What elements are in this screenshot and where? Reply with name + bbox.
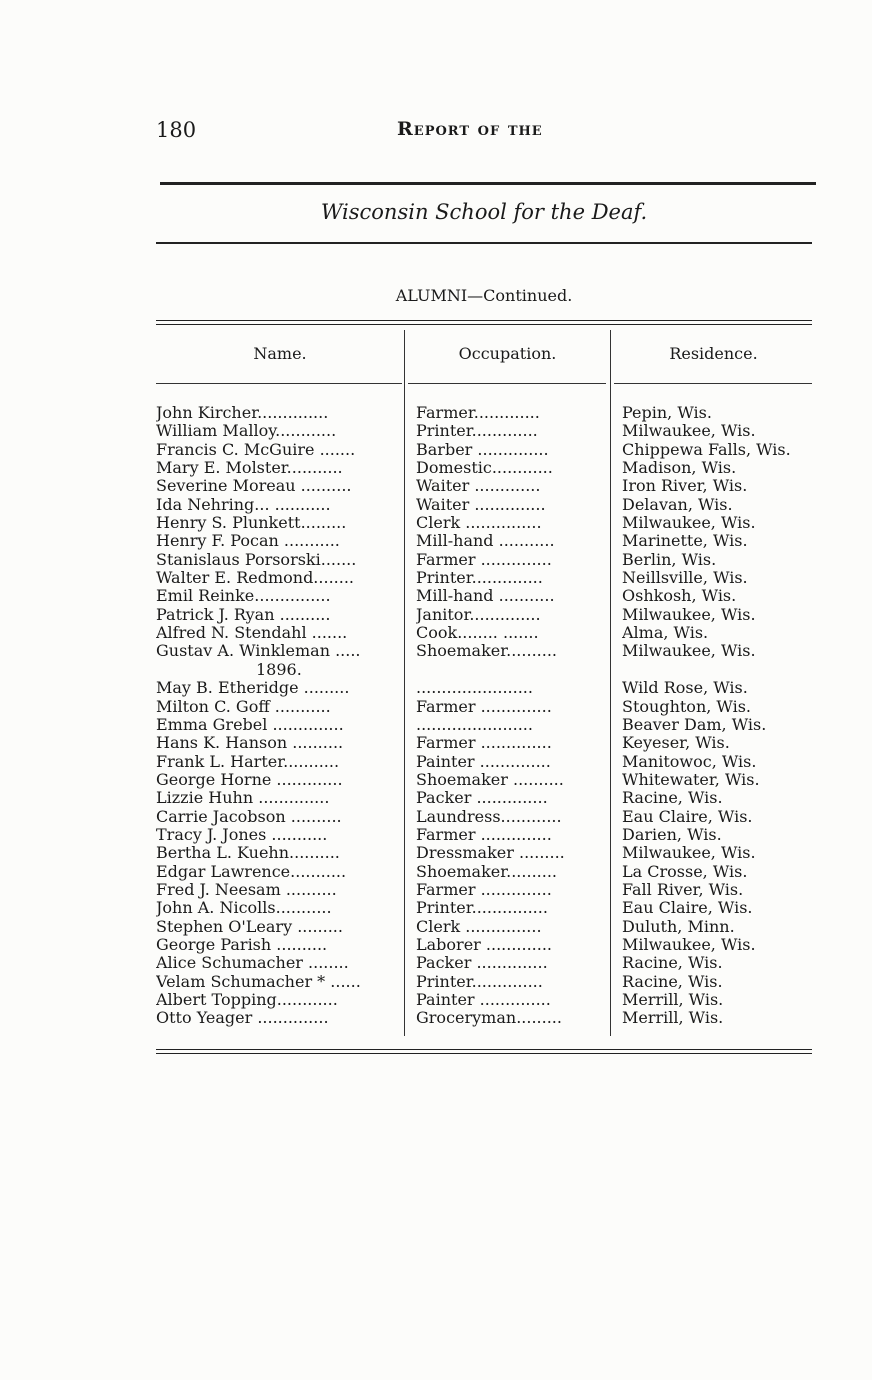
table-row bbox=[156, 899, 816, 917]
alumni-residence: Merrill, Wis. bbox=[622, 1009, 724, 1028]
alumni-occupation: Waiter ............. bbox=[416, 477, 541, 496]
alumni-name: Gustav A. Winkleman ..... bbox=[156, 642, 361, 661]
alumni-occupation: Laundress............ bbox=[416, 807, 562, 826]
alumni-name: May B. Etheridge ......... bbox=[156, 679, 350, 698]
alumni-occupation: Farmer .............. bbox=[416, 825, 552, 844]
table-row bbox=[156, 753, 816, 771]
table-row bbox=[156, 936, 816, 954]
alumni-occupation: ....................... bbox=[416, 679, 533, 698]
alumni-occupation: Domestic............ bbox=[416, 459, 553, 478]
column-header-occupation: Occupation. bbox=[458, 344, 557, 363]
alumni-residence: Milwaukee, Wis. bbox=[622, 642, 756, 661]
alumni-name: Fred J. Neesam .......... bbox=[156, 880, 337, 899]
table-row bbox=[156, 404, 816, 422]
alumni-occupation: Printer............... bbox=[416, 899, 548, 918]
alumni-occupation: Farmer .............. bbox=[416, 880, 552, 899]
alumni-occupation: Mill-hand ........... bbox=[416, 587, 555, 606]
alumni-name: Severine Moreau .......... bbox=[156, 477, 352, 496]
alumni-residence: Milwaukee, Wis. bbox=[622, 844, 756, 863]
alumni-residence: Berlin, Wis. bbox=[622, 550, 717, 569]
alumni-occupation: Mill-hand ........... bbox=[416, 532, 555, 551]
alumni-name: John A. Nicolls........... bbox=[156, 899, 332, 918]
alumni-name: Edgar Lawrence........... bbox=[156, 862, 347, 881]
alumni-occupation: Farmer .............. bbox=[416, 697, 552, 716]
table-row bbox=[156, 881, 816, 899]
alumni-residence: Racine, Wis. bbox=[622, 789, 723, 808]
alumni-occupation: Painter .............. bbox=[416, 752, 551, 771]
alumni-residence: Milwaukee, Wis. bbox=[622, 605, 756, 624]
table-row bbox=[156, 808, 816, 826]
table-row bbox=[156, 661, 816, 679]
alumni-occupation: Shoemaker.......... bbox=[416, 642, 557, 661]
alumni-occupation: Dressmaker ......... bbox=[416, 844, 565, 863]
alumni-residence: Fall River, Wis. bbox=[622, 880, 744, 899]
alumni-occupation: Farmer .............. bbox=[416, 550, 552, 569]
alumni-name: Velam Schumacher * ...... bbox=[156, 972, 361, 991]
alumni-residence: Wild Rose, Wis. bbox=[622, 679, 748, 698]
table-row bbox=[156, 716, 816, 734]
alumni-occupation: Cook........ ....... bbox=[416, 624, 539, 643]
alumni-occupation: Painter .............. bbox=[416, 991, 551, 1009]
table-row bbox=[156, 826, 816, 844]
alumni-name: Emma Grebel .............. bbox=[156, 715, 344, 734]
table-bottom-rule bbox=[156, 1049, 812, 1054]
table-row bbox=[156, 551, 816, 569]
alumni-name: Henry F. Pocan ........... bbox=[156, 532, 340, 551]
alumni-occupation: Farmer .............. bbox=[416, 734, 552, 753]
alumni-residence: Merrill, Wis. bbox=[622, 991, 724, 1009]
alumni-residence: Darien, Wis. bbox=[622, 825, 722, 844]
table-row bbox=[156, 459, 816, 477]
alumni-residence: Eau Claire, Wis. bbox=[622, 807, 753, 826]
alumni-name: Hans K. Hanson .......... bbox=[156, 734, 344, 753]
alumni-residence: Alma, Wis. bbox=[622, 624, 709, 643]
table-row bbox=[156, 587, 816, 605]
table-row bbox=[156, 496, 816, 514]
table-row bbox=[156, 863, 816, 881]
table-row bbox=[156, 844, 816, 862]
alumni-residence: La Crosse, Wis. bbox=[622, 862, 748, 881]
year-heading: 1896. bbox=[256, 660, 302, 679]
running-head: Report of the bbox=[397, 118, 543, 140]
alumni-name: Lizzie Huhn .............. bbox=[156, 789, 330, 808]
alumni-name: Patrick J. Ryan .......... bbox=[156, 605, 331, 624]
table-row bbox=[156, 973, 816, 991]
alumni-residence: Racine, Wis. bbox=[622, 972, 723, 991]
alumni-occupation: Shoemaker .......... bbox=[416, 770, 564, 789]
header-rule bbox=[156, 383, 402, 384]
alumni-residence: Milwaukee, Wis. bbox=[622, 514, 756, 533]
table-row bbox=[156, 514, 816, 532]
table-row bbox=[156, 734, 816, 752]
table-row bbox=[156, 441, 816, 459]
table-row bbox=[156, 624, 816, 642]
alumni-name: Mary E. Molster........... bbox=[156, 459, 343, 478]
alumni-table bbox=[156, 404, 816, 1028]
alumni-name: Tracy J. Jones ........... bbox=[156, 825, 328, 844]
alumni-occupation: Janitor.............. bbox=[416, 605, 541, 624]
alumni-name: Ida Nehring... ........... bbox=[156, 495, 331, 514]
table-row bbox=[156, 1009, 816, 1027]
alumni-name: George Horne ............. bbox=[156, 770, 343, 789]
alumni-residence: Marinette, Wis. bbox=[622, 532, 748, 551]
table-row bbox=[156, 918, 816, 936]
alumni-name: Emil Reinke............... bbox=[156, 587, 331, 606]
alumni-occupation: Printer............. bbox=[416, 422, 538, 441]
alumni-name: Milton C. Goff ........... bbox=[156, 697, 331, 716]
alumni-occupation: Farmer............. bbox=[416, 404, 540, 422]
alumni-residence: Eau Claire, Wis. bbox=[622, 899, 753, 918]
alumni-occupation: Groceryman......... bbox=[416, 1009, 562, 1028]
table-row bbox=[156, 789, 816, 807]
alumni-residence: Duluth, Minn. bbox=[622, 917, 735, 936]
alumni-name: George Parish .......... bbox=[156, 935, 328, 954]
table-row bbox=[156, 771, 816, 789]
alumni-name: William Malloy............ bbox=[156, 422, 337, 441]
alumni-occupation: Clerk ............... bbox=[416, 514, 542, 533]
column-header-residence: Residence. bbox=[669, 344, 758, 363]
alumni-occupation: Packer .............. bbox=[416, 789, 548, 808]
header-rule bbox=[408, 383, 606, 384]
alumni-name: Francis C. McGuire ....... bbox=[156, 440, 356, 459]
alumni-name: Stephen O'Leary ......... bbox=[156, 917, 343, 936]
alumni-name: Otto Yeager .............. bbox=[156, 1009, 329, 1028]
alumni-occupation: Shoemaker.......... bbox=[416, 862, 557, 881]
table-row bbox=[156, 679, 816, 697]
alumni-name: Alfred N. Stendahl ....... bbox=[156, 624, 348, 643]
table-row bbox=[156, 642, 816, 660]
page-number: 180 bbox=[156, 118, 197, 142]
alumni-residence: Pepin, Wis. bbox=[622, 404, 712, 422]
alumni-name: Stanislaus Porsorski....... bbox=[156, 550, 357, 569]
alumni-name: Alice Schumacher ........ bbox=[156, 954, 349, 973]
alumni-residence: Manitowoc, Wis. bbox=[622, 752, 757, 771]
alumni-residence: Oshkosh, Wis. bbox=[622, 587, 737, 606]
alumni-residence: Stoughton, Wis. bbox=[622, 697, 751, 716]
table-row bbox=[156, 569, 816, 587]
alumni-residence: Whitewater, Wis. bbox=[622, 770, 760, 789]
header-rule bbox=[614, 383, 812, 384]
section-title: ALUMNI—Continued. bbox=[395, 286, 573, 305]
alumni-occupation: Printer.............. bbox=[416, 972, 543, 991]
table-row bbox=[156, 422, 816, 440]
column-header-name: Name. bbox=[253, 344, 307, 363]
alumni-name: Henry S. Plunkett......... bbox=[156, 514, 347, 533]
table-row bbox=[156, 606, 816, 624]
table-row bbox=[156, 532, 816, 550]
top-rule bbox=[160, 182, 816, 185]
alumni-residence: Iron River, Wis. bbox=[622, 477, 748, 496]
alumni-residence: Delavan, Wis. bbox=[622, 495, 733, 514]
alumni-residence: Neillsville, Wis. bbox=[622, 569, 748, 588]
alumni-occupation: ....................... bbox=[416, 715, 533, 734]
alumni-name: Albert Topping............ bbox=[156, 991, 338, 1009]
alumni-residence: Milwaukee, Wis. bbox=[622, 422, 756, 441]
alumni-name: Walter E. Redmond........ bbox=[156, 569, 354, 588]
alumni-occupation: Clerk ............... bbox=[416, 917, 542, 936]
alumni-name: Carrie Jacobson .......... bbox=[156, 807, 342, 826]
table-row bbox=[156, 477, 816, 495]
alumni-residence: Chippewa Falls, Wis. bbox=[622, 440, 791, 459]
alumni-occupation: Printer.............. bbox=[416, 569, 543, 588]
alumni-residence: Madison, Wis. bbox=[622, 459, 737, 478]
table-top-rule bbox=[156, 320, 812, 325]
table-row bbox=[156, 991, 816, 1009]
alumni-residence: Keyeser, Wis. bbox=[622, 734, 730, 753]
alumni-name: Frank L. Harter........... bbox=[156, 752, 340, 771]
alumni-occupation: Waiter .............. bbox=[416, 495, 546, 514]
alumni-occupation: Laborer ............. bbox=[416, 935, 553, 954]
alumni-residence: Milwaukee, Wis. bbox=[622, 935, 756, 954]
alumni-name: Bertha L. Kuehn.......... bbox=[156, 844, 340, 863]
table-row bbox=[156, 698, 816, 716]
table-row bbox=[156, 954, 816, 972]
alumni-occupation: Barber .............. bbox=[416, 440, 549, 459]
alumni-residence: Racine, Wis. bbox=[622, 954, 723, 973]
title-rule bbox=[156, 242, 812, 244]
school-title: Wisconsin School for the Deaf. bbox=[320, 200, 648, 224]
alumni-residence: Beaver Dam, Wis. bbox=[622, 715, 767, 734]
alumni-occupation: Packer .............. bbox=[416, 954, 548, 973]
alumni-name: John Kircher.............. bbox=[156, 404, 329, 422]
